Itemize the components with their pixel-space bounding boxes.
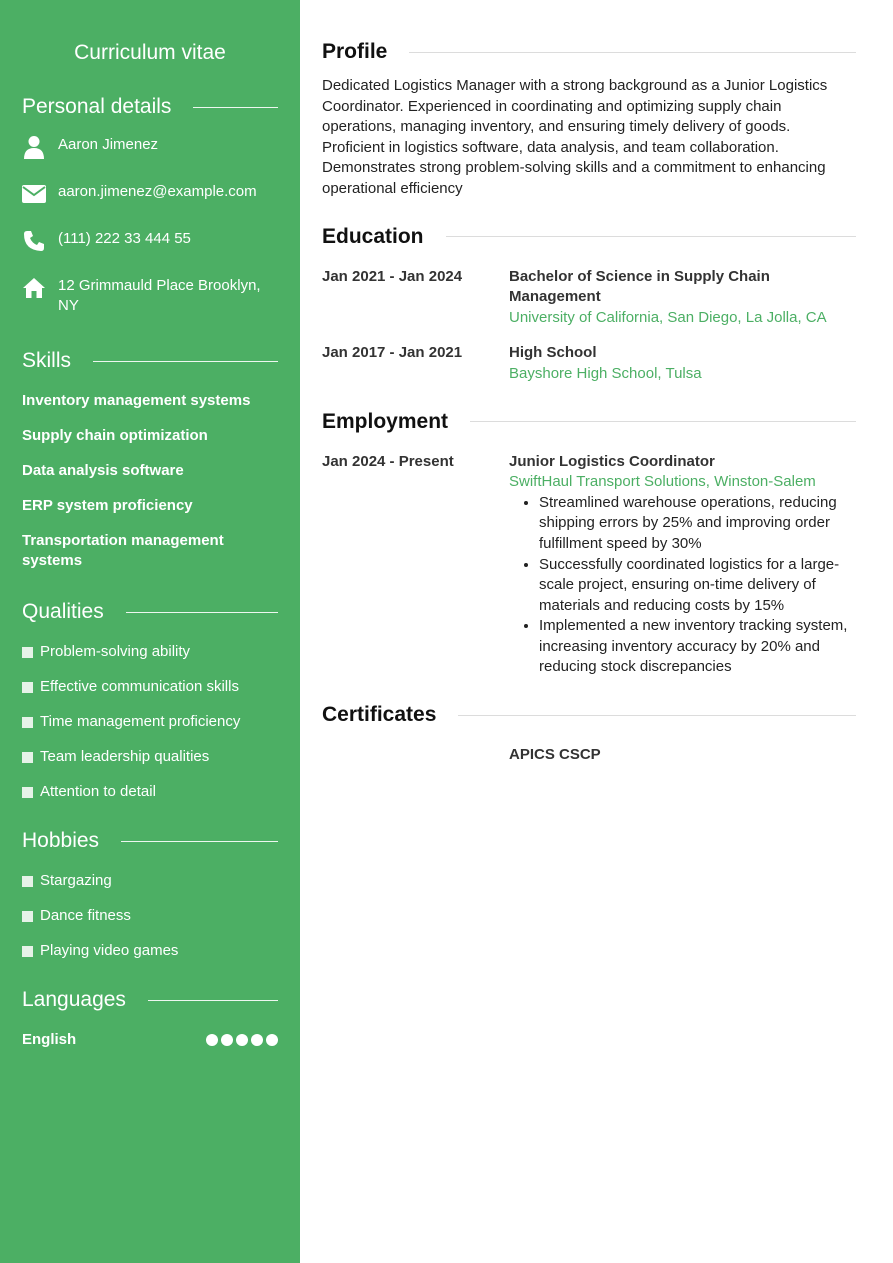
- profile-text: Dedicated Logistics Manager with a strong background as a Junior Logistics Coordinator. Experienced in coordinating and optimizing supply chain operations, managing inventory, and ensuring timely delivery of goods. Proficient in logistics software, data analysis, and team collaboration. Demonstrates strong problem-solving skills and a commitment to enhancing operational efficiency: [322, 77, 828, 197]
- languages-heading: [22, 985, 278, 1015]
- hobbies-heading-label: Hobbies: [22, 829, 100, 852]
- contact-address-text: 12 Grimmauld Place Brooklyn, NY: [58, 277, 261, 314]
- rating-dot: [251, 1034, 263, 1046]
- quality-item-label: Attention to detail: [40, 783, 156, 800]
- personal-details-heading: [22, 92, 278, 122]
- cv-title: Curriculum vitae: [74, 41, 226, 64]
- language-level-rating: [206, 1034, 278, 1046]
- hobby-item-label: Playing video games: [40, 942, 179, 959]
- entry-organization: SwiftHaul Transport Solutions, Winston-Salem: [509, 473, 816, 491]
- languages-heading-label: Languages: [22, 988, 126, 1011]
- quality-item: [22, 642, 278, 662]
- education-heading: [322, 222, 856, 252]
- contact-address: [22, 276, 278, 316]
- envelope-icon: [22, 182, 46, 206]
- achievement-item: • Successfully coordinated logistics for a large-scale project, ensuring on-time delivery of materials and reducing costs by 15%: [539, 555, 856, 617]
- quality-item: [22, 712, 278, 732]
- skill-item: ERP system proficiency: [22, 497, 193, 514]
- entry-date: Jan 2024 - Present: [322, 452, 454, 470]
- quality-item-label: Team leadership qualities: [40, 748, 210, 765]
- square-bullet-icon: [22, 682, 33, 693]
- hobby-item-label: Stargazing: [40, 872, 112, 889]
- quality-item-label: Effective communication skills: [40, 678, 239, 695]
- heading-rule: [193, 107, 278, 108]
- main-content: [322, 0, 856, 766]
- education-heading-label: Education: [322, 224, 424, 248]
- quality-item-label: Problem-solving ability: [40, 643, 191, 660]
- square-bullet-icon: [22, 647, 33, 658]
- contact-name-text: Aaron Jimenez: [58, 136, 159, 153]
- square-bullet-icon: [22, 717, 33, 728]
- rating-dot: [236, 1034, 248, 1046]
- employment-heading: [322, 407, 856, 437]
- skill-item: Supply chain optimization: [22, 427, 208, 444]
- hobbies-heading: [22, 826, 278, 856]
- contact-name: [22, 135, 278, 159]
- hobby-item: [22, 906, 278, 926]
- profile-heading: [322, 37, 856, 67]
- contact-phone-text: (111) 222 33 444 55: [58, 230, 191, 247]
- profile-heading-label: Profile: [322, 40, 388, 63]
- square-bullet-icon: [22, 787, 33, 798]
- square-bullet-icon: [22, 946, 33, 957]
- hobby-item-label: Dance fitness: [40, 907, 131, 924]
- certificates-heading-label: Certificates: [322, 703, 437, 727]
- square-bullet-icon: [22, 911, 33, 922]
- entry-details: [509, 343, 856, 384]
- employment-heading-label: Employment: [322, 409, 449, 433]
- quality-item-label: Time management proficiency: [40, 713, 241, 730]
- achievement-item: • Implemented a new inventory tracking system, increasing inventory accuracy by 20% and reducing stock discrepancies: [539, 616, 856, 678]
- home-icon: [22, 276, 46, 300]
- rating-dot: [206, 1034, 218, 1046]
- heading-rule: [470, 421, 856, 422]
- contact-email-text: aaron.jimenez@example.com: [58, 183, 257, 200]
- entry-date: Jan 2017 - Jan 2021: [322, 344, 463, 362]
- personal-details-heading-label: Personal details: [22, 95, 172, 118]
- entry-title: Bachelor of Science in Supply Chain Management: [509, 267, 770, 306]
- user-icon: [22, 135, 46, 159]
- language-name: English: [22, 1031, 77, 1048]
- entry-organization: Bayshore High School, Tulsa: [509, 364, 702, 382]
- quality-item: [22, 677, 278, 697]
- skill-item: Data analysis software: [22, 462, 184, 479]
- square-bullet-icon: [22, 876, 33, 887]
- skill-item: Transportation management systems: [22, 532, 224, 569]
- entry-organization: University of California, San Diego, La Jolla, CA: [509, 308, 827, 326]
- achievement-item: • Streamlined warehouse operations, reducing shipping errors by 25% and improving order fulfillment speed by 30%: [539, 493, 856, 555]
- contact-email: [22, 182, 278, 206]
- entry-title: Junior Logistics Coordinator: [509, 452, 715, 470]
- heading-rule: [446, 236, 856, 237]
- certificate-name: APICS CSCP: [509, 746, 601, 764]
- skill-item: Inventory management systems: [22, 392, 251, 409]
- heading-rule: [409, 52, 856, 53]
- entry-title: High School: [509, 344, 597, 362]
- heading-rule: [93, 361, 278, 362]
- education-entry: [322, 267, 856, 329]
- employment-entry: [322, 452, 856, 679]
- contact-phone: [22, 229, 278, 253]
- rating-dot: [266, 1034, 278, 1046]
- language-item: [22, 1030, 278, 1050]
- phone-icon: [22, 229, 46, 253]
- heading-rule: [458, 715, 856, 716]
- hobby-item: [22, 941, 278, 961]
- qualities-heading-label: Qualities: [22, 600, 104, 623]
- hobby-item: [22, 871, 278, 891]
- heading-rule: [126, 612, 278, 613]
- education-entry: [322, 343, 856, 384]
- skills-heading-label: Skills: [22, 349, 72, 372]
- entry-details: [509, 452, 856, 679]
- certificate-date-column: [322, 745, 509, 766]
- rating-dot: [221, 1034, 233, 1046]
- qualities-heading: [22, 597, 278, 627]
- certificates-heading: [322, 700, 856, 730]
- quality-item: [22, 782, 278, 802]
- quality-item: [22, 747, 278, 767]
- achievement-list: [509, 493, 856, 678]
- certificate-entry: [322, 745, 856, 766]
- entry-date: Jan 2021 - Jan 2024: [322, 267, 463, 285]
- heading-rule: [121, 841, 278, 842]
- heading-rule: [148, 1000, 278, 1001]
- skills-heading: [22, 346, 278, 376]
- entry-details: [509, 267, 856, 329]
- square-bullet-icon: [22, 752, 33, 763]
- sidebar: [0, 0, 300, 1263]
